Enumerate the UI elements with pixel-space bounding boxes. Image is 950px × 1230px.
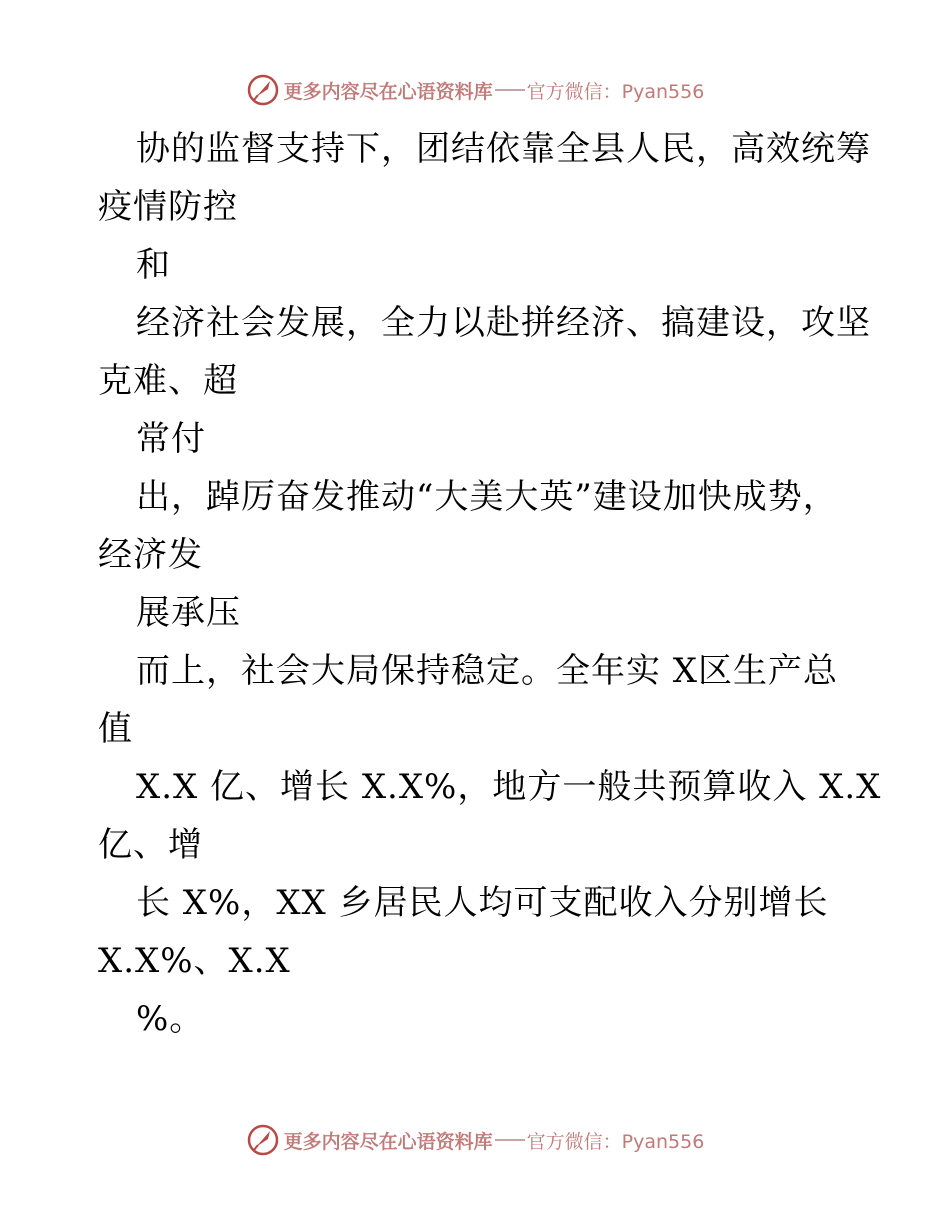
banner-divider <box>495 1139 525 1141</box>
body-line: X.X 亿、增长 X.X%，地方一般共预算收入 X.X <box>136 767 882 807</box>
body-line: X.X%、X.X <box>98 941 291 981</box>
banner-divider <box>495 89 525 91</box>
body-line: 出，踔厉奋发推动“大美大英”建设加快成势， <box>136 477 838 517</box>
banner-wechat-text: 官方微信：Pyan556 <box>526 1130 705 1153</box>
body-line: 展承压 <box>136 593 241 633</box>
body-line: 经济发 <box>98 535 203 575</box>
body-line: 值 <box>98 709 133 749</box>
body-line: %。 <box>136 999 205 1039</box>
body-line: 亿、增 <box>98 825 203 865</box>
body-line: 长 X%，XX 乡居民人均可支配收入分别增长 <box>136 883 829 923</box>
body-line: 疫情防控 <box>98 187 238 227</box>
footer-banner <box>0 1120 950 1160</box>
body-line: 克难、超 <box>98 361 238 401</box>
banner-main-text: 更多内容尽在心语资料库 <box>283 1130 493 1153</box>
body-line: 和 <box>136 245 171 285</box>
body-line: 经济社会发展，全力以赴拼经济、搞建设，攻坚 <box>136 303 871 343</box>
quill-logo-icon <box>246 73 280 107</box>
banner-wechat-text: 官方微信：Pyan556 <box>526 80 705 103</box>
body-line: 协的监督支持下，团结依靠全县人民，高效统筹 <box>136 129 871 169</box>
quill-logo-icon <box>246 1123 280 1157</box>
banner-main-text: 更多内容尽在心语资料库 <box>283 80 493 103</box>
body-line: 常付 <box>136 419 206 459</box>
body-line: 而上，社会大局保持稳定。全年实 X区生产总 <box>136 651 839 691</box>
document-body <box>98 120 882 1048</box>
header-banner <box>0 70 950 110</box>
